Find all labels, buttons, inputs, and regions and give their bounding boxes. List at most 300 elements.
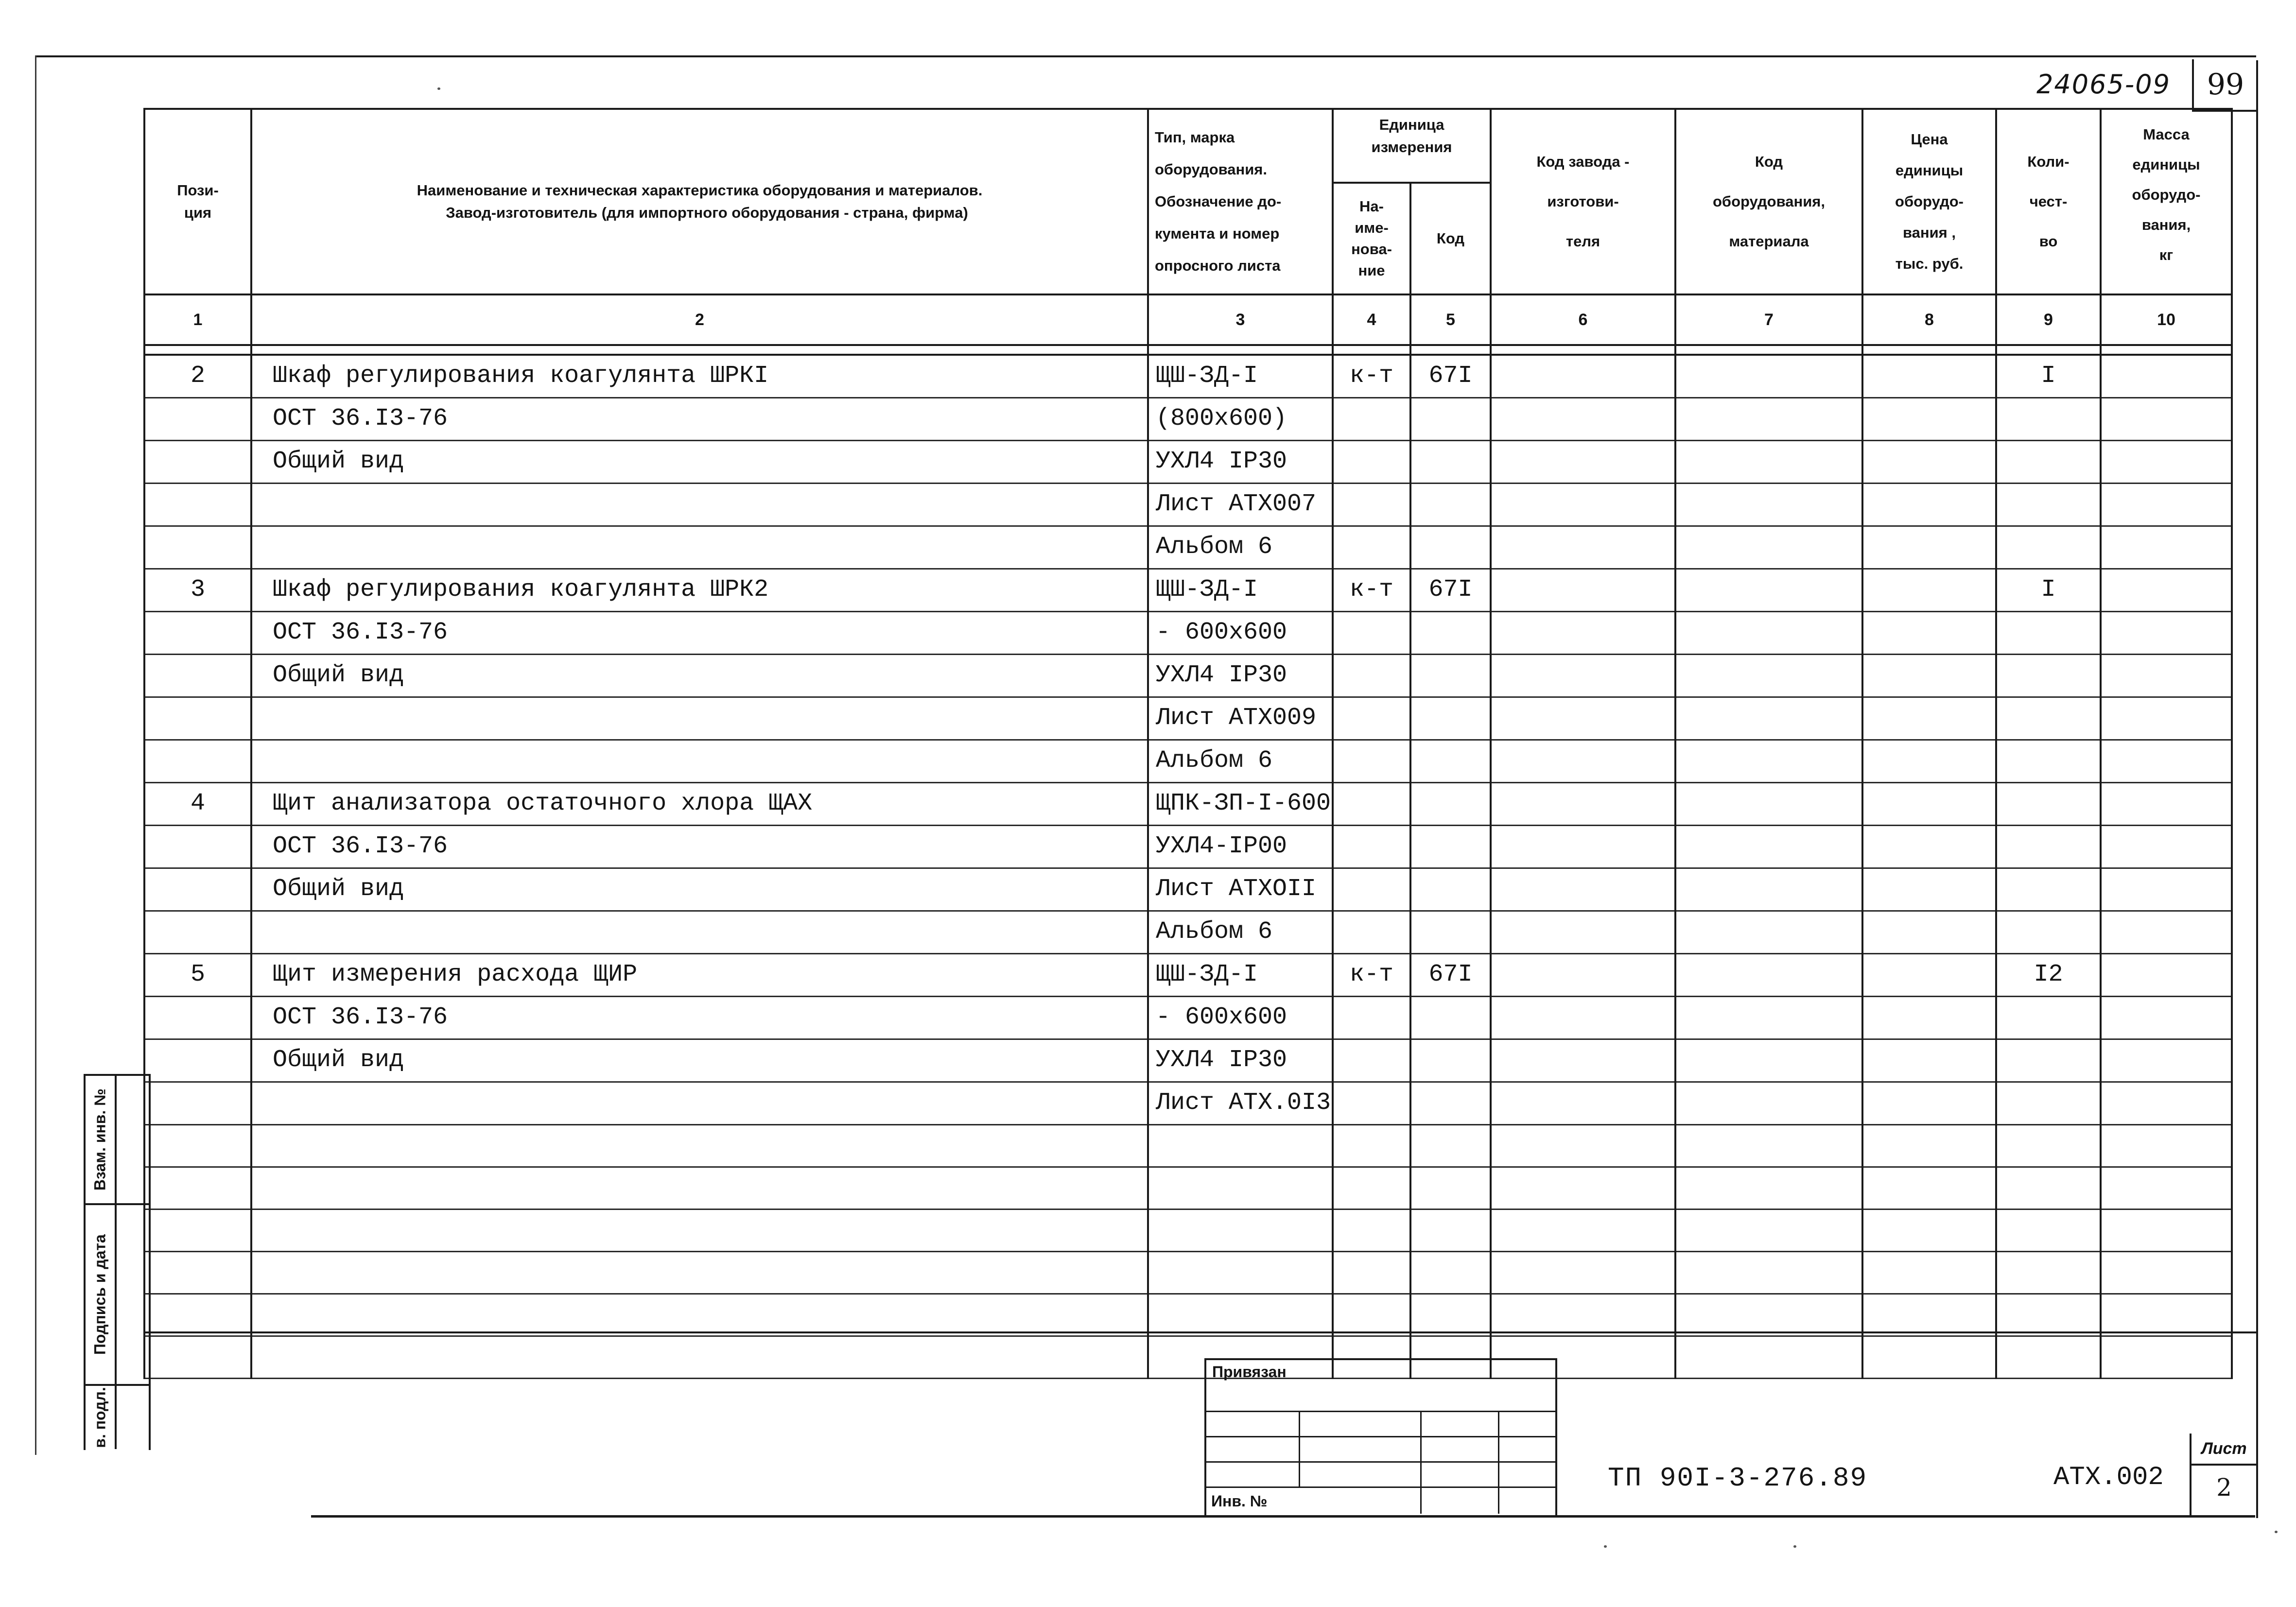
unit-cell: к-т	[1333, 355, 1410, 398]
plant-code-cell	[1491, 783, 1675, 826]
top-sheet-number: 99	[2192, 59, 2257, 112]
side-cell-inv-orig	[86, 1386, 149, 1449]
empty-row	[144, 1294, 2232, 1336]
type-cell: Лист АТХ.0I3	[1148, 1082, 1333, 1125]
table-row	[144, 826, 2232, 868]
price-cell	[1862, 697, 1996, 740]
equipment-code-cell	[1675, 697, 1862, 740]
name-cell: Общий вид	[251, 441, 1148, 484]
empty-cell	[1996, 1167, 2101, 1210]
mass-cell	[2101, 997, 2232, 1039]
price-cell	[1862, 1082, 1996, 1125]
name-cell: Щит измерения расхода ЩИР	[251, 954, 1148, 997]
column-number: 9	[1996, 294, 2101, 345]
quantity-cell	[1996, 868, 2101, 911]
sheet-label: Лист	[2192, 1434, 2257, 1466]
quantity-cell	[1996, 740, 2101, 783]
plant-code-cell	[1491, 655, 1675, 697]
empty-row	[144, 1167, 2232, 1210]
unit-code-cell	[1410, 655, 1491, 697]
plant-code-cell	[1491, 441, 1675, 484]
empty-cell	[1410, 1125, 1491, 1167]
bound-label: Привязан	[1212, 1363, 1287, 1381]
empty-row	[144, 1252, 2232, 1294]
plant-code-cell	[1491, 484, 1675, 526]
inventory-label: Инв. №	[1211, 1492, 1268, 1510]
empty-cell	[1491, 1252, 1675, 1294]
name-cell: Шкаф регулирования коагулянта ШРК2	[251, 569, 1148, 612]
empty-cell	[2101, 1252, 2232, 1294]
price-cell	[1862, 526, 1996, 569]
unit-code-cell	[1410, 697, 1491, 740]
header-position: Пози- ция	[144, 109, 251, 294]
unit-cell	[1333, 783, 1410, 826]
plant-code-cell	[1491, 1039, 1675, 1082]
table-row	[144, 783, 2232, 826]
frame-right-border	[2256, 60, 2258, 1518]
price-cell	[1862, 997, 1996, 1039]
equipment-code-cell	[1675, 783, 1862, 826]
plant-code-cell	[1491, 1082, 1675, 1125]
unit-code-cell	[1410, 783, 1491, 826]
price-cell	[1862, 484, 1996, 526]
price-cell	[1862, 740, 1996, 783]
name-cell: ОСТ 36.I3-76	[251, 826, 1148, 868]
equipment-code-cell	[1675, 868, 1862, 911]
equipment-code-cell	[1675, 398, 1862, 441]
equipment-code-cell	[1675, 826, 1862, 868]
position-cell	[144, 612, 251, 655]
quantity-cell	[1996, 398, 2101, 441]
name-cell: Шкаф регулирования коагулянта ШРКI	[251, 355, 1148, 398]
price-cell	[1862, 1039, 1996, 1082]
empty-cell	[144, 1336, 251, 1379]
position-cell	[144, 398, 251, 441]
equipment-code-cell	[1675, 655, 1862, 697]
empty-cell	[1862, 1252, 1996, 1294]
name-cell	[251, 1082, 1148, 1125]
equipment-code-cell	[1675, 1039, 1862, 1082]
unit-cell	[1333, 740, 1410, 783]
header-mass: Масса единицы оборудо- вания, кг	[2101, 109, 2232, 294]
empty-cell	[1491, 1167, 1675, 1210]
empty-cell	[1410, 1167, 1491, 1210]
empty-cell	[144, 1210, 251, 1252]
empty-cell	[144, 1167, 251, 1210]
table-row	[144, 1039, 2232, 1082]
type-cell: Лист АТХОII	[1148, 868, 1333, 911]
table-row	[144, 740, 2232, 783]
price-cell	[1862, 441, 1996, 484]
header-name-line2: Завод-изготовитель (для импортного оборудования - страна, фирма)	[446, 204, 968, 221]
unit-code-cell: 67I	[1410, 569, 1491, 612]
empty-cell	[2101, 1167, 2232, 1210]
quantity-cell	[1996, 655, 2101, 697]
mass-cell	[2101, 826, 2232, 868]
plant-code-cell	[1491, 697, 1675, 740]
quantity-cell	[1996, 911, 2101, 954]
empty-cell	[1675, 1336, 1862, 1379]
price-cell	[1862, 868, 1996, 911]
mass-cell	[2101, 484, 2232, 526]
plant-code-cell	[1491, 355, 1675, 398]
binding-stamp	[1204, 1358, 1557, 1518]
sheet-box	[2190, 1434, 2257, 1515]
equipment-code-cell	[1675, 1082, 1862, 1125]
empty-cell	[1491, 1125, 1675, 1167]
header-quantity: Коли- чест- во	[1996, 109, 2101, 294]
data-rows	[144, 355, 2232, 1379]
scan-speck	[2275, 1531, 2278, 1533]
mass-cell	[2101, 441, 2232, 484]
equipment-code-cell	[1675, 526, 1862, 569]
scan-speck	[437, 87, 440, 90]
side-label-inv-replace: Взам. инв. №	[91, 1089, 109, 1191]
empty-cell	[251, 1252, 1148, 1294]
empty-cell	[1410, 1252, 1491, 1294]
table-bottom-line	[143, 1331, 2256, 1333]
unit-cell	[1333, 655, 1410, 697]
position-cell	[144, 484, 251, 526]
empty-cell	[1333, 1167, 1410, 1210]
table-row	[144, 655, 2232, 697]
plant-code-cell	[1491, 868, 1675, 911]
table-row	[144, 697, 2232, 740]
empty-cell	[251, 1336, 1148, 1379]
header-row	[144, 109, 2232, 183]
empty-cell	[1996, 1336, 2101, 1379]
project-code: ТП 90I-3-276.89	[1608, 1463, 1868, 1494]
type-cell: Альбом 6	[1148, 740, 1333, 783]
unit-code-cell	[1410, 526, 1491, 569]
equipment-code-cell	[1675, 441, 1862, 484]
mass-cell	[2101, 569, 2232, 612]
unit-cell	[1333, 441, 1410, 484]
type-cell: УХЛ4 IP30	[1148, 441, 1333, 484]
unit-code-cell: 67I	[1410, 954, 1491, 997]
specification-table	[143, 108, 2233, 1379]
empty-cell	[1675, 1294, 1862, 1336]
quantity-cell	[1996, 697, 2101, 740]
quantity-cell: I	[1996, 355, 2101, 398]
header-unit-name: На- име- нова- ние	[1333, 183, 1410, 294]
empty-cell	[144, 1294, 251, 1336]
empty-cell	[1862, 1210, 1996, 1252]
mass-cell	[2101, 398, 2232, 441]
quantity-cell	[1996, 526, 2101, 569]
header-equipment-code: Код оборудования, материала	[1675, 109, 1862, 294]
plant-code-cell	[1491, 911, 1675, 954]
column-number: 6	[1491, 294, 1675, 345]
plant-code-cell	[1491, 526, 1675, 569]
quantity-cell	[1996, 484, 2101, 526]
empty-cell	[1996, 1125, 2101, 1167]
empty-cell	[1148, 1210, 1333, 1252]
name-cell	[251, 484, 1148, 526]
column-number: 2	[251, 294, 1148, 345]
table-row	[144, 954, 2232, 997]
column-number: 3	[1148, 294, 1333, 345]
header-unit-group: Единица измерения	[1333, 109, 1491, 183]
position-cell: 5	[144, 954, 251, 997]
price-cell	[1862, 355, 1996, 398]
mass-cell	[2101, 1082, 2232, 1125]
unit-code-cell	[1410, 868, 1491, 911]
position-cell: 2	[144, 355, 251, 398]
unit-code-cell	[1410, 911, 1491, 954]
price-cell	[1862, 655, 1996, 697]
mass-cell	[2101, 697, 2232, 740]
equipment-code-cell	[1675, 612, 1862, 655]
quantity-cell: I	[1996, 569, 2101, 612]
equipment-code-cell	[1675, 997, 1862, 1039]
name-cell: ОСТ 36.I3-76	[251, 997, 1148, 1039]
quantity-cell	[1996, 826, 2101, 868]
header-name-line1: Наименование и техническая характеристика оборудования и материалов.	[417, 182, 983, 199]
position-cell	[144, 1082, 251, 1125]
type-cell: УХЛ4 IP30	[1148, 1039, 1333, 1082]
mass-cell	[2101, 954, 2232, 997]
unit-cell	[1333, 612, 1410, 655]
empty-row	[144, 1210, 2232, 1252]
unit-cell	[1333, 911, 1410, 954]
unit-cell	[1333, 1039, 1410, 1082]
empty-cell	[1333, 1125, 1410, 1167]
table-row	[144, 355, 2232, 398]
empty-cell	[2101, 1125, 2232, 1167]
column-number: 1	[144, 294, 251, 345]
empty-cell	[1675, 1125, 1862, 1167]
type-cell: ЩШ-ЗД-I	[1148, 954, 1333, 997]
frame-top-border	[35, 55, 2256, 57]
plant-code-cell	[1491, 826, 1675, 868]
empty-cell	[1996, 1294, 2101, 1336]
equipment-code-cell	[1675, 911, 1862, 954]
empty-cell	[1862, 1294, 1996, 1336]
equipment-code-cell	[1675, 740, 1862, 783]
price-cell	[1862, 911, 1996, 954]
empty-cell	[1148, 1167, 1333, 1210]
empty-cell	[1675, 1167, 1862, 1210]
plant-code-cell	[1491, 612, 1675, 655]
type-cell: ЩПК-ЗП-I-600	[1148, 783, 1333, 826]
unit-cell	[1333, 997, 1410, 1039]
position-cell	[144, 740, 251, 783]
quantity-cell	[1996, 1039, 2101, 1082]
unit-cell	[1333, 1082, 1410, 1125]
drawing-code: АТХ.002	[2053, 1463, 2164, 1492]
mass-cell	[2101, 783, 2232, 826]
empty-cell	[1491, 1294, 1675, 1336]
name-cell: Общий вид	[251, 868, 1148, 911]
equipment-code-cell	[1675, 954, 1862, 997]
name-cell: Общий вид	[251, 1039, 1148, 1082]
column-number: 8	[1862, 294, 1996, 345]
equipment-code-cell	[1675, 569, 1862, 612]
empty-cell	[1675, 1252, 1862, 1294]
empty-cell	[1148, 1294, 1333, 1336]
position-cell	[144, 997, 251, 1039]
position-cell	[144, 526, 251, 569]
separator-row	[144, 345, 2232, 355]
quantity-cell	[1996, 997, 2101, 1039]
side-label-sign-date: Подпись и дата	[91, 1234, 109, 1355]
empty-cell	[1675, 1210, 1862, 1252]
table-row	[144, 569, 2232, 612]
mass-cell	[2101, 612, 2232, 655]
quantity-cell	[1996, 783, 2101, 826]
sheet-number: 2	[2216, 1473, 2232, 1502]
empty-row	[144, 1336, 2232, 1379]
header-type: Тип, марка оборудования. Обозначение до- кумента и номер опросного листа	[1148, 109, 1333, 294]
position-cell	[144, 655, 251, 697]
name-cell: Щит анализатора остаточного хлора ЩАХ	[251, 783, 1148, 826]
type-cell: Альбом 6	[1148, 526, 1333, 569]
position-cell: 3	[144, 569, 251, 612]
plant-code-cell	[1491, 954, 1675, 997]
name-cell: ОСТ 36.I3-76	[251, 612, 1148, 655]
frame-left-border	[35, 55, 36, 1455]
header-plant-code: Код завода - изготови- теля	[1491, 109, 1675, 294]
position-cell	[144, 826, 251, 868]
column-number: 4	[1333, 294, 1410, 345]
table-row	[144, 526, 2232, 569]
empty-row	[144, 1125, 2232, 1167]
unit-code-cell	[1410, 740, 1491, 783]
empty-cell	[1862, 1167, 1996, 1210]
name-cell	[251, 740, 1148, 783]
mass-cell	[2101, 1039, 2232, 1082]
quantity-cell: I2	[1996, 954, 2101, 997]
unit-cell: к-т	[1333, 569, 1410, 612]
unit-code-cell	[1410, 398, 1491, 441]
empty-cell	[1148, 1252, 1333, 1294]
table-row	[144, 997, 2232, 1039]
unit-code-cell	[1410, 1082, 1491, 1125]
scan-speck	[1604, 1545, 1607, 1548]
unit-cell	[1333, 868, 1410, 911]
type-cell: - 600х600	[1148, 997, 1333, 1039]
plant-code-cell	[1491, 997, 1675, 1039]
table-row	[144, 484, 2232, 526]
column-number: 7	[1675, 294, 1862, 345]
name-cell: ОСТ 36.I3-76	[251, 398, 1148, 441]
empty-cell	[1996, 1252, 2101, 1294]
empty-cell	[1333, 1294, 1410, 1336]
empty-cell	[251, 1294, 1148, 1336]
column-number-row	[144, 294, 2232, 345]
empty-cell	[251, 1125, 1148, 1167]
quantity-cell	[1996, 441, 2101, 484]
unit-code-cell	[1410, 484, 1491, 526]
position-cell	[144, 868, 251, 911]
table-row	[144, 612, 2232, 655]
empty-cell	[1862, 1125, 1996, 1167]
side-label-inv-orig: в. подл.	[91, 1387, 109, 1448]
position-cell	[144, 697, 251, 740]
empty-cell	[2101, 1336, 2232, 1379]
unit-code-cell: 67I	[1410, 355, 1491, 398]
equipment-code-cell	[1675, 484, 1862, 526]
mass-cell	[2101, 868, 2232, 911]
empty-cell	[251, 1210, 1148, 1252]
table-row	[144, 868, 2232, 911]
empty-cell	[144, 1252, 251, 1294]
type-cell: Альбом 6	[1148, 911, 1333, 954]
unit-cell	[1333, 398, 1410, 441]
unit-cell	[1333, 697, 1410, 740]
position-cell: 4	[144, 783, 251, 826]
table-row	[144, 441, 2232, 484]
price-cell	[1862, 826, 1996, 868]
unit-code-cell	[1410, 1039, 1491, 1082]
price-cell	[1862, 954, 1996, 997]
empty-cell	[144, 1125, 251, 1167]
empty-cell	[1148, 1125, 1333, 1167]
unit-code-cell	[1410, 612, 1491, 655]
side-cell-sign-date	[86, 1205, 149, 1386]
name-cell: Общий вид	[251, 655, 1148, 697]
plant-code-cell	[1491, 569, 1675, 612]
empty-cell	[1491, 1210, 1675, 1252]
type-cell: Лист АТХ009	[1148, 697, 1333, 740]
table-row	[144, 911, 2232, 954]
position-cell	[144, 1039, 251, 1082]
name-cell	[251, 911, 1148, 954]
unit-cell	[1333, 826, 1410, 868]
table-row	[144, 1082, 2232, 1125]
price-cell	[1862, 569, 1996, 612]
mass-cell	[2101, 911, 2232, 954]
header-unit-price: Цена единицы оборудо- вания , тыс. руб.	[1862, 109, 1996, 294]
scan-speck	[1793, 1545, 1796, 1548]
empty-cell	[2101, 1210, 2232, 1252]
side-stamp	[84, 1074, 151, 1450]
column-number: 5	[1410, 294, 1491, 345]
price-cell	[1862, 398, 1996, 441]
mass-cell	[2101, 355, 2232, 398]
table-row	[144, 398, 2232, 441]
empty-cell	[1996, 1210, 2101, 1252]
position-cell	[144, 911, 251, 954]
position-cell	[144, 441, 251, 484]
type-cell: ЩШ-ЗД-I	[1148, 569, 1333, 612]
empty-cell	[1410, 1294, 1491, 1336]
unit-cell	[1333, 526, 1410, 569]
unit-cell	[1333, 484, 1410, 526]
type-cell: (800х600)	[1148, 398, 1333, 441]
document-number: 24065-09	[2036, 69, 2171, 100]
unit-cell: к-т	[1333, 954, 1410, 997]
name-cell	[251, 697, 1148, 740]
empty-cell	[2101, 1294, 2232, 1336]
type-cell: Лист АТХ007	[1148, 484, 1333, 526]
empty-cell	[1410, 1210, 1491, 1252]
price-cell	[1862, 612, 1996, 655]
unit-code-cell	[1410, 826, 1491, 868]
type-cell: - 600х600	[1148, 612, 1333, 655]
quantity-cell	[1996, 1082, 2101, 1125]
plant-code-cell	[1491, 398, 1675, 441]
empty-cell	[1862, 1336, 1996, 1379]
mass-cell	[2101, 740, 2232, 783]
column-number: 10	[2101, 294, 2232, 345]
mass-cell	[2101, 526, 2232, 569]
unit-code-cell	[1410, 997, 1491, 1039]
header-unit-code: Код	[1410, 183, 1491, 294]
type-cell: ЩШ-ЗД-I	[1148, 355, 1333, 398]
empty-cell	[251, 1167, 1148, 1210]
